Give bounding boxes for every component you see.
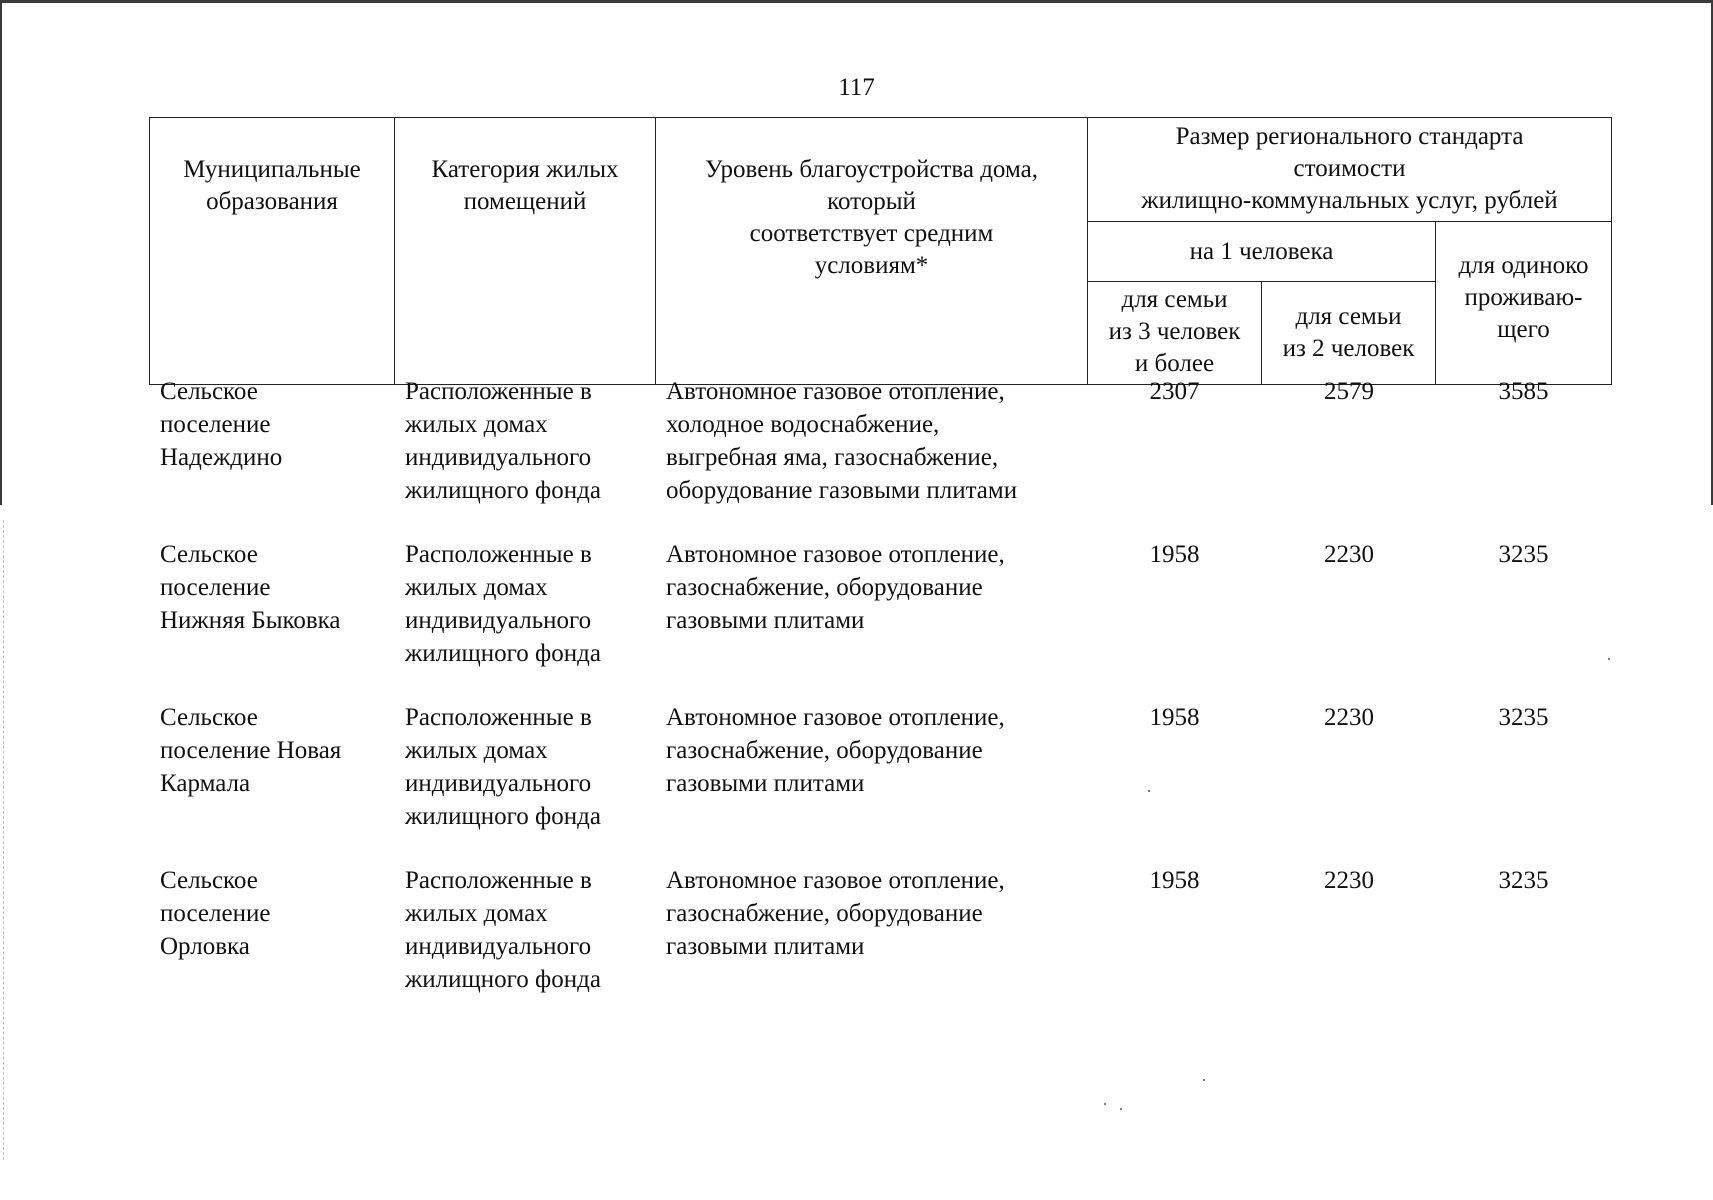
- scan-speck: [1120, 1108, 1122, 1110]
- level-cell: Автономное газовое отопление, газоснабжение, оборудование газовыми плитами: [666, 867, 1005, 960]
- scan-speck: [1608, 658, 1610, 660]
- municipality-cell: Сельское поселение Орловка: [160, 867, 271, 960]
- family-3-value: 1958: [1149, 541, 1200, 568]
- scan-speck: [1104, 1103, 1106, 1105]
- family-2-value: 2230: [1324, 704, 1374, 731]
- table-row: [149, 701, 1611, 864]
- header-family-3: для семьи из 3 человек и более: [1088, 282, 1262, 385]
- level-cell: Автономное газовое отопление, газоснабжение, оборудование газовыми плитами: [666, 704, 1005, 797]
- header-municipalities: Муниципальные образования: [150, 118, 395, 385]
- page-number: 117: [838, 74, 875, 101]
- family-3-value: 1958: [1149, 867, 1200, 894]
- municipality-cell: Сельское поселение Нижняя Быковка: [160, 541, 341, 634]
- family-3-value: 2307: [1149, 378, 1200, 405]
- level-cell: Автономное газовое отопление, холодное водоснабжение, выгребная яма, газоснабжение, оборудование газовыми плитами: [666, 378, 1018, 504]
- family-3-value: 1958: [1149, 704, 1200, 731]
- single-value: 3585: [1498, 378, 1549, 405]
- table-row: [149, 864, 1611, 1027]
- header-per-person: на 1 человека: [1088, 222, 1436, 282]
- scan-speck: [1148, 790, 1150, 792]
- family-2-value: 2230: [1324, 867, 1374, 894]
- family-2-value: 2579: [1324, 378, 1374, 405]
- single-value: 3235: [1498, 867, 1549, 894]
- header-level: Уровень благоустройства дома, который соответствует средним условиям*: [656, 118, 1088, 385]
- scan-margin-dots: [3, 520, 6, 1160]
- table-body: [149, 375, 1611, 1027]
- family-2-value: 2230: [1324, 541, 1374, 568]
- scan-speck: [1203, 1079, 1205, 1081]
- header-single: для одиноко проживаю- щего: [1436, 222, 1612, 385]
- category-cell: Расположенные в жилых домах индивидуального жилищного фонда: [405, 378, 601, 504]
- municipality-cell: Сельское поселение Новая Кармала: [160, 704, 342, 797]
- header-family-2: для семьи из 2 человек: [1262, 282, 1436, 385]
- header-category: Категория жилых помещений: [395, 118, 656, 385]
- single-value: 3235: [1498, 541, 1549, 568]
- scan-border-top: [0, 0, 1713, 3]
- level-cell: Автономное газовое отопление, газоснабжение, оборудование газовыми плитами: [666, 541, 1005, 634]
- category-cell: Расположенные в жилых домах индивидуального жилищного фонда: [405, 867, 601, 993]
- category-cell: Расположенные в жилых домах индивидуального жилищного фонда: [405, 704, 601, 830]
- single-value: 3235: [1498, 704, 1549, 731]
- municipality-cell: Сельское поселение Надеждино: [160, 378, 283, 471]
- header-standard-size: Размер регионального стандарта стоимости жилищно-коммунальных услуг, рублей: [1088, 118, 1612, 222]
- table-row: [149, 375, 1611, 538]
- category-cell: Расположенные в жилых домах индивидуального жилищного фонда: [405, 541, 601, 667]
- table-row: [149, 538, 1611, 701]
- table-header: [149, 117, 1612, 385]
